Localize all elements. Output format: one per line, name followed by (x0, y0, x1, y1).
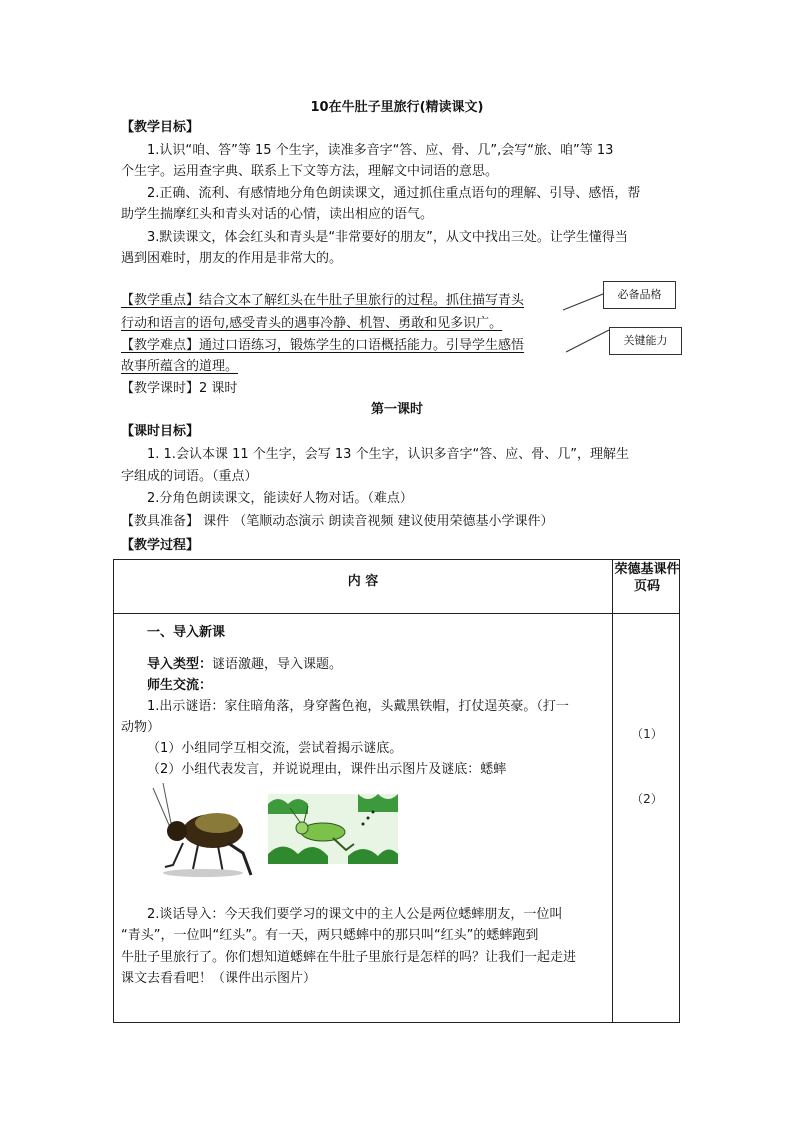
lesson-goal-1-line-b: 字组成的词语。（重点） (121, 469, 258, 484)
cricket-photo-image (143, 783, 253, 879)
key-point-line-a: 【教学重点】结合文本了解红头在牛肚子里旅行的过程。抓住描写青头 (121, 293, 525, 308)
intro-type-label: 导入类型： (147, 657, 213, 672)
teaching-hours: 【教学课时】2 课时 (121, 381, 238, 396)
intro-section-title: 一、导入新课 (147, 625, 226, 640)
lesson-goals-header: 【课时目标】 (121, 424, 200, 439)
process-header: 【教学过程】 (121, 538, 200, 553)
goal-1-line-a: 1.认识“咱、答”等 15 个生字，读准多音字“答、应、骨、几”,会写“旅、咱”等 13 (147, 143, 614, 158)
exchange-label: 师生交流： (147, 678, 213, 693)
page-title: 10在牛肚子里旅行(精读课文) (310, 100, 484, 115)
talk-line-c: 牛肚子里旅行了。你们想知道蟋蟀在牛肚子里旅行是怎样的吗？让我们一起走进 (121, 950, 577, 965)
goal-3-line-b: 遇到困难时，朋友的作用是非常大的。 (121, 251, 343, 266)
difficulty-line-b: 故事所蕴含的道理。 (121, 359, 239, 374)
goal-2-line-a: 2.正确、流利、有感情地分角色朗读课文，通过抓住重点语句的理解、引导、感悟，帮 (147, 186, 641, 201)
cricket-cartoon-image (268, 794, 398, 864)
talk-line-d: 课文去看看吧！（课件出示图片） (121, 971, 317, 986)
page-ref-2: （2） (631, 792, 663, 806)
lesson-goal-2: 2.分角色朗读课文，能读好人物对话。（难点） (147, 491, 413, 506)
goal-2-line-b: 助学生揣摩红头和青头对话的心情，读出相应的语气。 (121, 207, 434, 222)
goal-1-line-b: 个生字。运用查字典、联系上下文等方法，理解文中词语的意思。 (121, 164, 499, 179)
table-header-content: 内 容 (347, 574, 379, 589)
goal-3-line-a: 3.默读课文，体会红头和青头是“非常要好的朋友”，从文中找出三处。让学生懂得当 (147, 230, 628, 245)
lesson-goal-1-line-a: 1. 1.会认本课 11 个生字，会写 13 个生字，认识多音字“答、应、骨、几”，理解生 (147, 447, 630, 462)
callout-essential-character: 必备品格 (603, 281, 676, 309)
teaching-aids: 【教具准备】 课件 （笔顺动态演示 朗读音视频 建议使用荣德基小学课件） (121, 514, 554, 529)
goals-header: 【教学目标】 (121, 120, 200, 135)
key-point-line-b: 行动和语言的语句,感受青头的遇事冷静、机智、勇敢和见多识广。 (121, 316, 503, 331)
table-header-page: 荣德基课件页码 (614, 562, 680, 594)
difficulty-line-a: 【教学难点】通过口语练习，锻炼学生的口语概括能力。引导学生感悟 (121, 338, 525, 353)
table-column-divider (612, 560, 613, 1022)
talk-line-a: 2.谈话导入：今天我们要学习的课文中的主人公是两位蟋蟀朋友，一位叫 (147, 907, 563, 922)
step-2: （2）小组代表发言，并说说理由，课件出示图片及谜底：蟋蟀 (147, 762, 507, 777)
riddle-line-b: 动物） (121, 720, 161, 735)
page-ref-1: （1） (631, 727, 663, 741)
lesson-heading: 第一课时 (370, 402, 423, 417)
riddle-line-a: 1.出示谜语：家住暗角落，身穿酱色袍，头戴黑铁帽，打仗逞英豪。（打一 (147, 699, 569, 714)
talk-line-b: “青头”，一位叫“红头”。有一天，两只蟋蟀中的那只叫“红头”的蟋蟀跑到 (121, 928, 539, 943)
intro-type-value: 谜语激趣，导入课题。 (212, 657, 343, 672)
step-1: （1）小组同学互相交流，尝试着揭示谜底。 (147, 741, 403, 756)
callout-key-ability: 关键能力 (609, 327, 682, 355)
table-header-divider (114, 613, 679, 614)
